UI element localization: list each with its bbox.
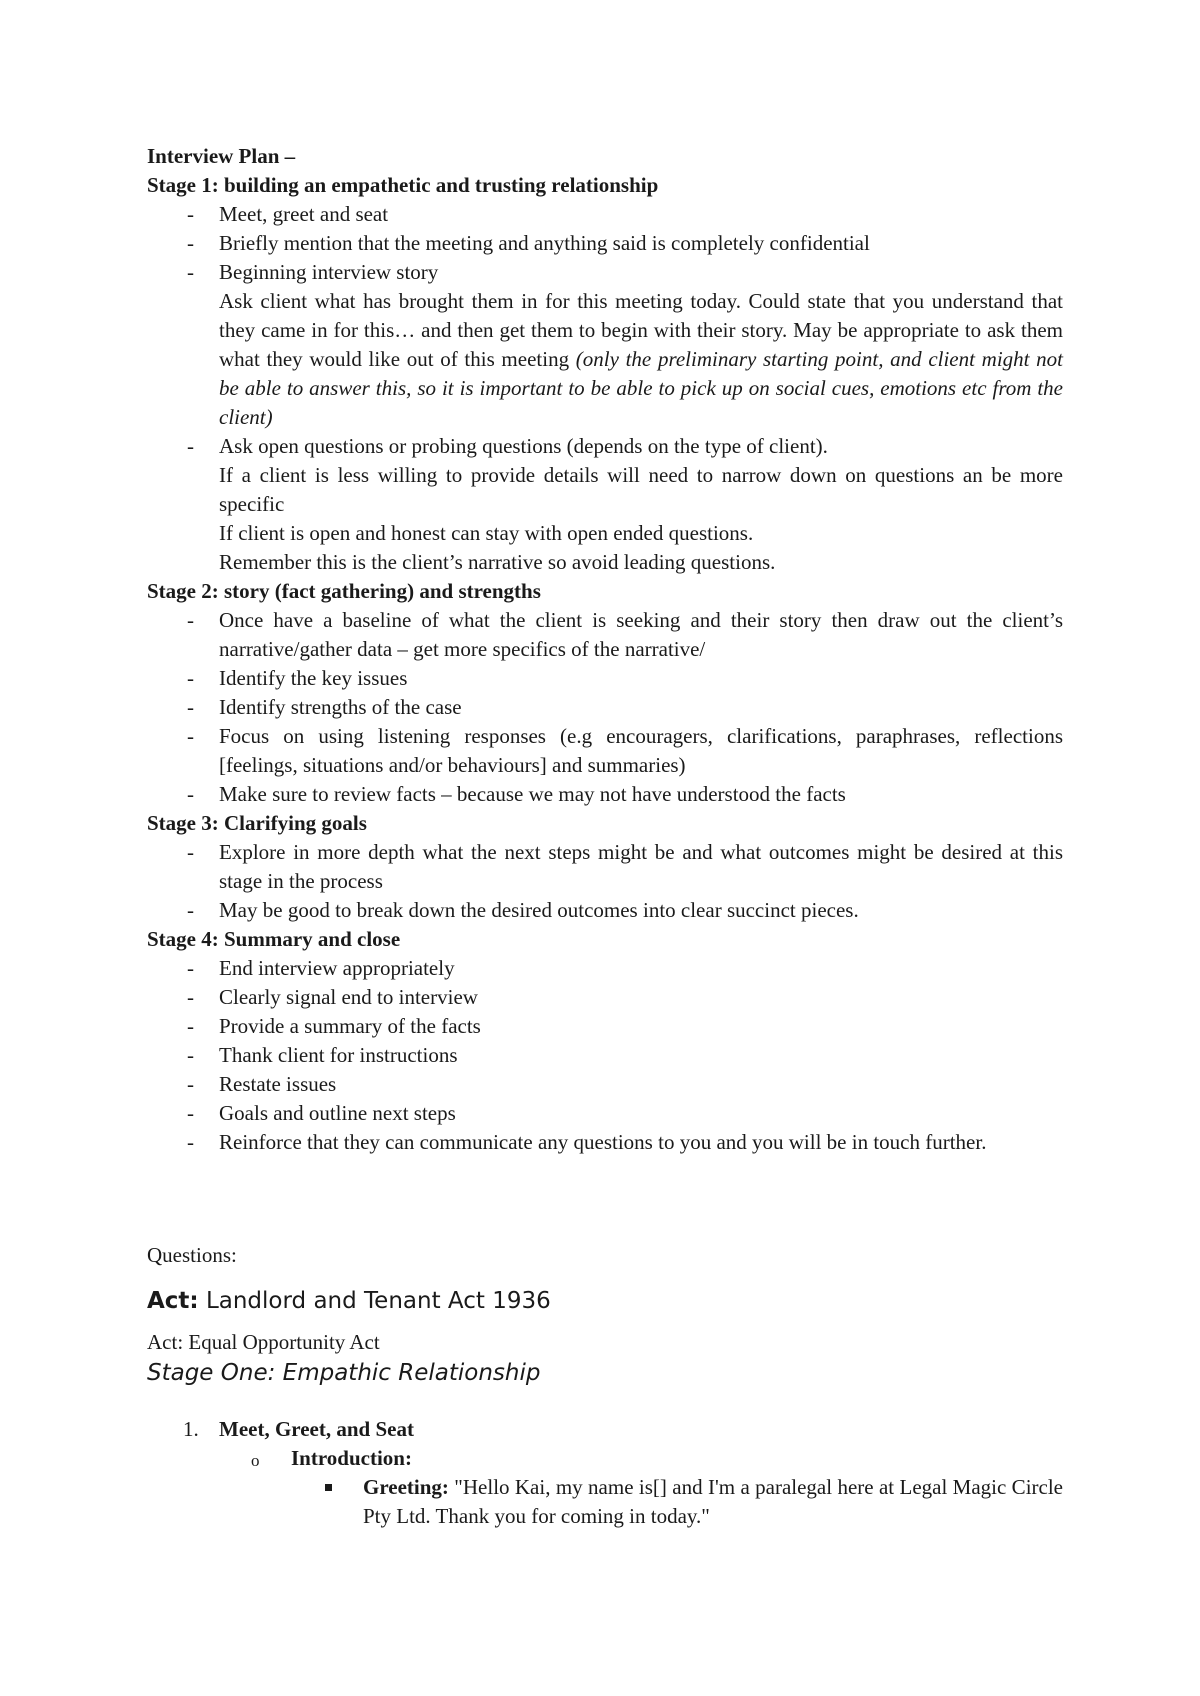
square-bullet-icon [325, 1484, 332, 1491]
stage3-heading: Stage 3: Clarifying goals [147, 811, 367, 835]
step-title: Meet, Greet, and Seat [219, 1417, 414, 1441]
list-item: - Identify the key issues [147, 664, 1063, 693]
list-item-text: Remember this is the client’s narrative so avoid leading questions. [219, 550, 776, 574]
document-page [147, 142, 1063, 1531]
list-item: - May be good to break down the desired outcomes into clear succinct pieces. [147, 896, 1063, 925]
list-item: - Provide a summary of the facts [147, 1012, 1063, 1041]
story-paragraph [219, 287, 1063, 432]
greeting-item [291, 1473, 1063, 1531]
list-item: - Briefly mention that the meeting and anything said is completely confidential [147, 229, 1063, 258]
sub-item [219, 1444, 1063, 1531]
list-item: - End interview appropriately [147, 954, 1063, 983]
list-item: - Thank client for instructions [147, 1041, 1063, 1070]
step-item [147, 1415, 1063, 1531]
greeting-label: Greeting: [363, 1475, 449, 1499]
list-item: - Once have a baseline of what the client is seeking and their story then draw out the client’s narrative/gather data – get more specifics of the narrative/ [147, 606, 1063, 664]
act-label: Act: [147, 1288, 199, 1314]
list-item-text: - Ask open questions or probing questions (depends on the type of client). [219, 434, 828, 458]
plan-title: Interview Plan – [147, 144, 296, 168]
list-item: - Make sure to review facts – because we may not have understood the facts [147, 780, 1063, 809]
questions-label: Questions: [147, 1243, 237, 1267]
stage4-list [147, 954, 1063, 1157]
list-item [147, 432, 1063, 577]
list-item: - Focus on using listening responses (e.g encouragers, clarifications, paraphrases, reflections [feelings, situations and/or behaviours] and summaries) [147, 722, 1063, 780]
stage1-list [147, 200, 1063, 577]
act-line: Act: Equal Opportunity Act [147, 1330, 380, 1354]
list-item: - Reinforce that they can communicate any questions to you and you will be in touch further. [147, 1128, 1063, 1157]
list-item: - Meet, greet and seat [147, 200, 1063, 229]
sub-item-title: Introduction: [291, 1446, 412, 1470]
act-value: Landlord and Tenant Act 1936 [198, 1288, 551, 1314]
list-item-text: Beginning interview story [219, 260, 439, 284]
greeting-text-block [363, 1473, 1063, 1531]
list-item-text: If client is open and honest can stay with open ended questions. [219, 521, 754, 545]
list-item: - Restate issues [147, 1070, 1063, 1099]
greeting-text: "Hello Kai, my name is[] and I'm a paralegal here at Legal Magic Circle Pty Ltd. Thank you for coming in today." [363, 1475, 1063, 1528]
list-item-text: If a client is less willing to provide details will need to narrow down on questions an be more specific [219, 463, 1063, 516]
list-item [147, 258, 1063, 432]
list-item: - Identify strengths of the case [147, 693, 1063, 722]
step-number: 1. [183, 1417, 199, 1441]
stage2-list [147, 606, 1063, 809]
spacer [147, 1157, 1063, 1241]
stage-one-heading: Stage One: Empathic Relationship [147, 1360, 541, 1386]
list-item: - Clearly signal end to interview [147, 983, 1063, 1012]
story-paragraph-italic: (only the preliminary starting point, and client might not be able to answer this, so it is important to be able to pick up on social cues, emotions etc from the client) [219, 347, 1064, 429]
stage3-list [147, 838, 1063, 925]
stage1-heading: Stage 1: building an empathetic and trusting relationship [147, 173, 659, 197]
circle-bullet-icon: o [251, 1451, 260, 1470]
list-item: - Explore in more depth what the next steps might be and what outcomes might be desired at this stage in the process [147, 838, 1063, 896]
stage4-heading: Stage 4: Summary and close [147, 927, 401, 951]
story-paragraph-text: Ask client what has brought them in for this meeting today. Could state that you understand that they came in for this… and then get them to begin with their story. May be appropriate to ask them what they would like out of this meeting [219, 289, 1063, 371]
question-steps [147, 1415, 1063, 1531]
act-heading [147, 1284, 1063, 1318]
stage2-heading: Stage 2: story (fact gathering) and strengths [147, 579, 541, 603]
list-item: - Goals and outline next steps [147, 1099, 1063, 1128]
